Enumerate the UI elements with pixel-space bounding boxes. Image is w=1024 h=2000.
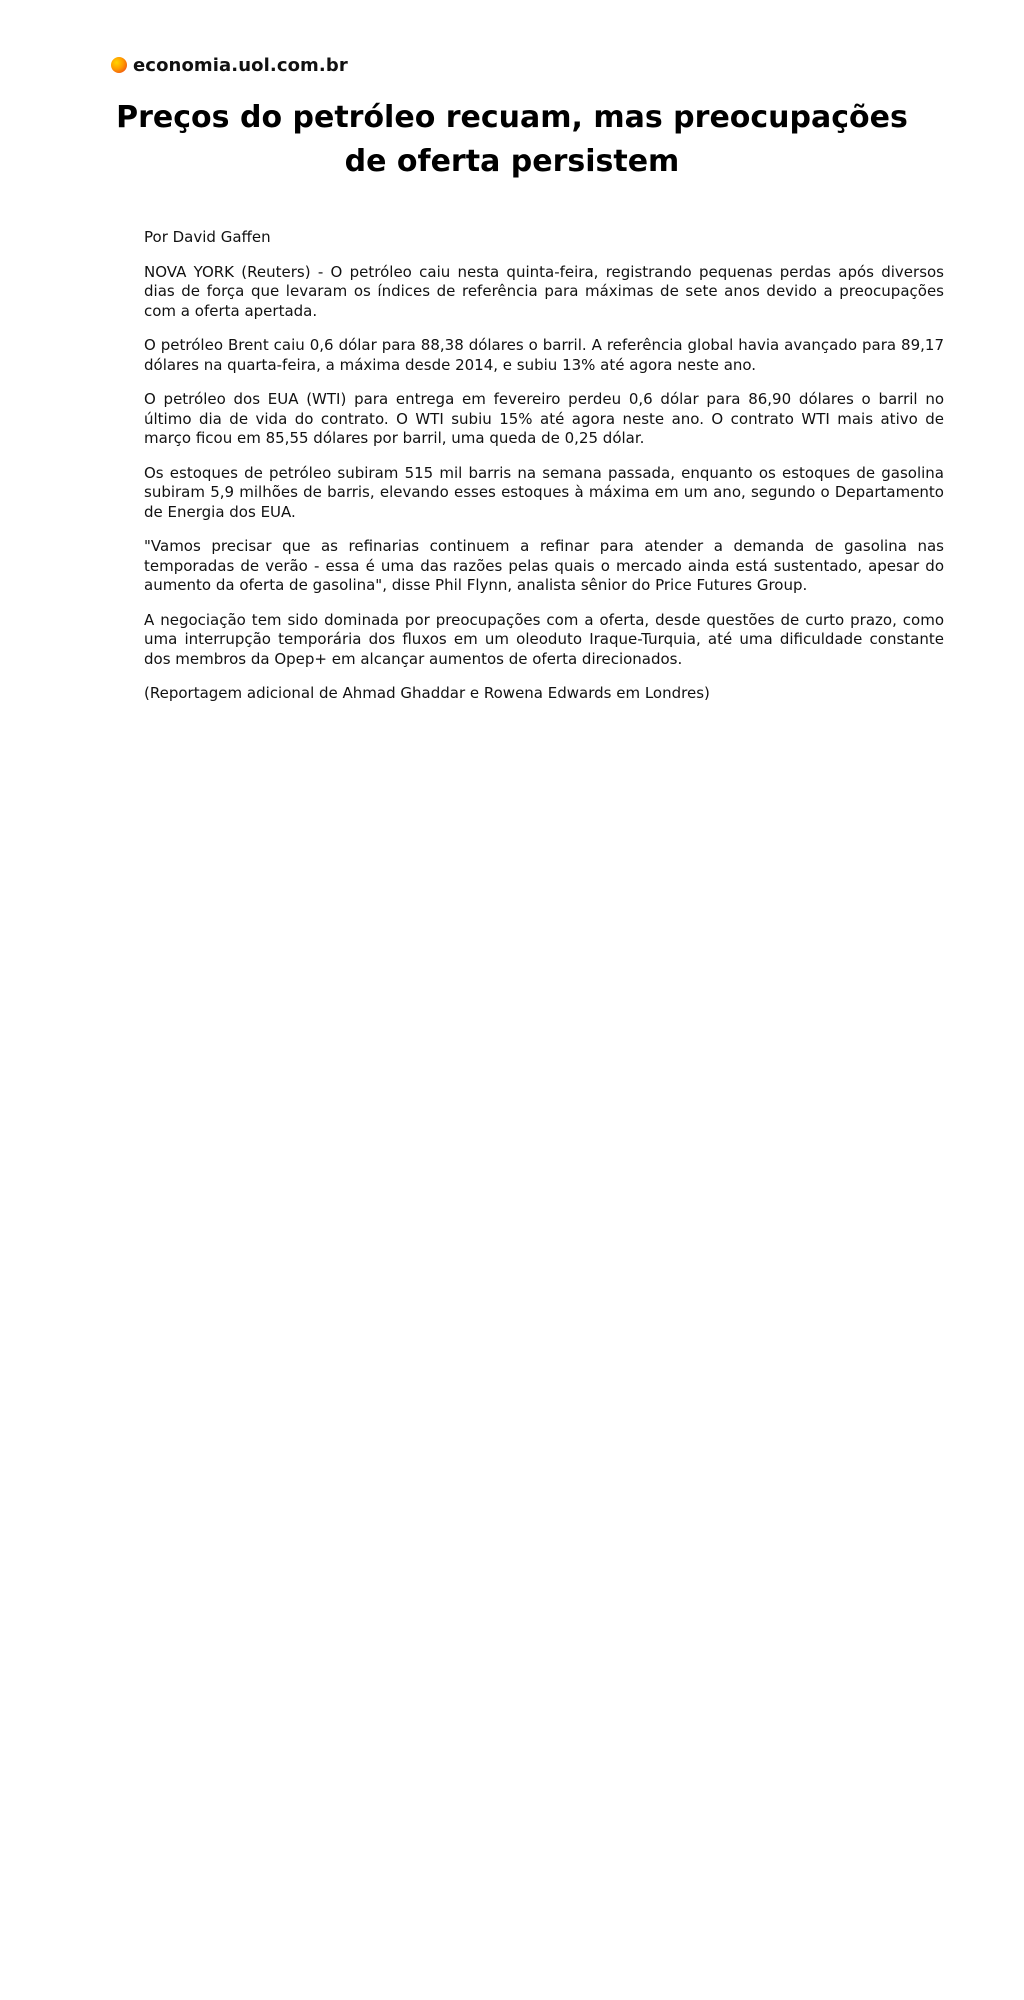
article-paragraph: Os estoques de petróleo subiram 515 mil barris na semana passada, enquanto os estoques de gasolina subiram 5,9 milhões de barris, elevando esses estoques à máxima em um ano, segundo o Departamento de Energia dos EUA. [144,463,944,521]
site-header [111,52,348,78]
article-paragraph: O petróleo dos EUA (WTI) para entrega em fevereiro perdeu 0,6 dólar para 86,90 dólares o barril no último dia de vida do contrato. O WTI subiu 15% até agora neste ano. O contrato WTI mais ativo de março ficou em 85,55 dólares por barril, uma queda de 0,25 dólar. [144,390,944,447]
article-paragraph: NOVA YORK (Reuters) - O petróleo caiu nesta quinta-feira, registrando pequenas perdas após diversos dias de força que levaram os índices de referência para máximas de sete anos devido a preocupações com a oferta apertada. [144,262,944,320]
article-byline: Por David Gaffen [144,228,271,246]
article-paragraph: O petróleo Brent caiu 0,6 dólar para 88,38 dólares o barril. A referência global havia avançado para 89,17 dólares na quarta-feira, a máxima desde 2014, e subiu 13% até agora neste ano. [144,336,944,374]
article-credit: (Reportagem adicional de Ahmad Ghaddar e Rowena Edwards em Londres) [144,684,710,702]
article-body [144,228,944,719]
article-paragraph: A negociação tem sido dominada por preocupações com a oferta, desde questões de curto prazo, como uma interrupção temporária dos fluxos em um oleoduto Iraque-Turquia, até uma dificuldade constante dos membros da Opep+ em alcançar aumentos de oferta direcionados. [144,610,944,668]
article-title: Preços do petróleo recuam, mas preocupações de oferta persistem [116,100,908,179]
site-name[interactable]: economia.uol.com.br [133,54,348,76]
uol-logo-icon[interactable] [111,57,127,73]
article-paragraph: "Vamos precisar que as refinarias continuem a refinar para atender a demanda de gasolina nas temporadas de verão - essa é uma das razões pelas quais o mercado ainda está sustentado, apesar do aumento da oferta de gasolina", disse Phil Flynn, analista sênior do Price Futures Group. [144,537,944,594]
